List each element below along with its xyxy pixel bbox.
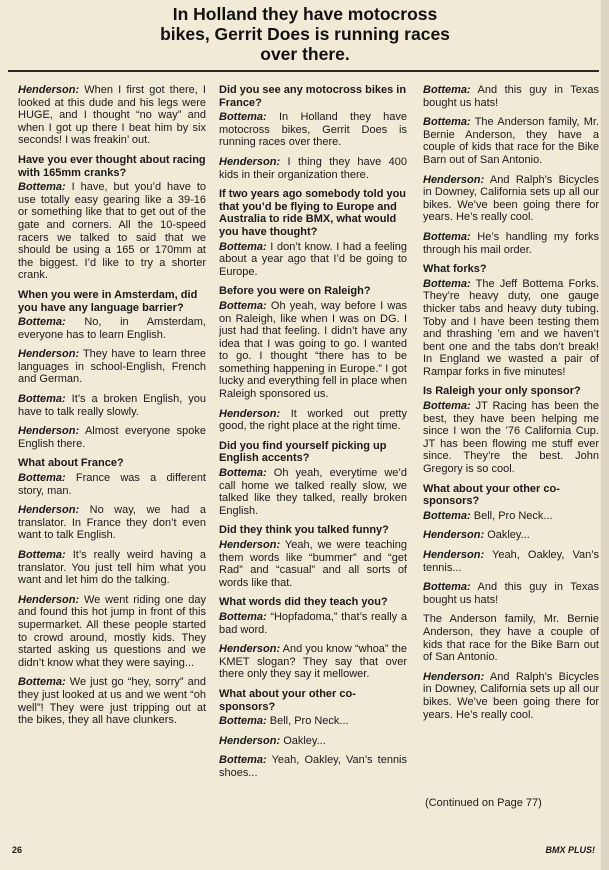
answer-text: In Holland they have motocross bikes, Gerrit Does is running races over there. [219, 111, 407, 149]
page-number: 26 [12, 845, 23, 855]
speaker-name: Bottema: [219, 299, 267, 312]
answer-text: JT Racing has been the best, they have been helping me since I won the ’76 California Cup. JT has been flowing me stuff ever since. They’re the best. John Gregory is so cool. [423, 400, 599, 476]
speaker-name: Henderson: [18, 425, 80, 438]
answer-text: And Ralph’s Bicycles in Downey, California sets up all our bikes. We’ve been going there for years. He’s really cool. [423, 173, 599, 224]
interview-answer [423, 116, 599, 166]
interview-answer [18, 393, 206, 418]
speaker-name: Henderson: [219, 155, 281, 168]
answer-text: He’s handling my forks through his mail order. [423, 230, 599, 256]
interview-question: When you were in Amsterdam, did you have any language barrier? [18, 288, 198, 314]
answer-text: It’s a broken English, you have to talk really slowly. [18, 393, 206, 418]
interview-answer [423, 671, 599, 721]
answer-text: And you know “whoa” the KMET slogan? They say that over there only they say it mellower. [219, 643, 407, 681]
speaker-name: Henderson: [219, 407, 281, 420]
speaker-name: Bottema: [423, 581, 471, 594]
interview-question: Have you ever thought about racing with 165mm cranks? [18, 153, 206, 179]
interview-question: Is Raleigh your only sponsor? [423, 385, 581, 398]
continued-note: (Continued on Page 77) [425, 797, 542, 809]
interview-question: If two years ago somebody told you that you’d be flying to Europe and Australia to ride BMX, what would you have thought? [219, 188, 407, 238]
answer-text: I don’t know. I had a feeling about a year ago that I’d be going to Europe. [219, 240, 407, 278]
speaker-name: Bottema: [423, 277, 471, 290]
answer-text: Almost everyone spoke English there. [18, 425, 206, 450]
speaker-name: Henderson: [18, 593, 80, 606]
answer-text: France was a different story, man. [18, 472, 206, 497]
interview-answer [18, 472, 206, 497]
interview-answer [18, 676, 206, 726]
interview-answer [423, 231, 599, 256]
answer-text: Oakley... [283, 734, 326, 747]
page-edge [601, 0, 609, 870]
interview-answer [18, 181, 206, 282]
answer-text: The Jeff Bottema Forks. They’re heavy duty, one gauge thicker tabs and heavy duty tubing. Toby and I have been testing them and thrashing ’em and we haven’t bent one and the tabs don’t break! In England we wasted a pair of Rampar forks in five minutes! [423, 277, 599, 378]
answer-text: Yeah, Oakley, Van’s tennis shoes... [219, 754, 407, 779]
answer-text: They have to learn three languages in school-English, French and German. [18, 348, 206, 386]
answer-text: Yeah, Oakley, Van’s tennis... [423, 549, 599, 574]
answer-text: When I first got there, I looked at this dude and his legs were HUGE, and I thought “no way” and when I got up there I beat him by six seconds! I was freakin’ out. [18, 84, 206, 147]
answer-text: We just go “hey, sorry” and they just looked at us and we went “oh well”! They were just tripping out at the bikes, they all have clunkers. [18, 676, 206, 727]
speaker-name: Bottema: [219, 467, 267, 480]
answer-text: Yeah, we were teaching them words like “bummer” and “get Rad” and “casual” and all sorts of words like that. [219, 539, 407, 589]
answer-text: It worked out pretty good, the right place at the right time. [219, 407, 407, 433]
answer-text: Bell, Pro Neck... [473, 509, 553, 522]
speaker-name: Henderson: [219, 643, 281, 656]
interview-answer [219, 643, 407, 681]
interview-answer [219, 156, 407, 181]
answer-text: The Anderson family, Mr. Bernie Anderson, they have a couple of kids that race for the Bike Barn out of San Antonio. [423, 116, 599, 166]
speaker-name: Bottema: [423, 400, 471, 413]
interview-answer [219, 241, 407, 279]
answer-text: No, in Amsterdam, everyone has to learn English. [18, 316, 206, 341]
speaker-name: Bottema: [18, 393, 66, 406]
interview-answer [219, 111, 407, 149]
speaker-name: Henderson: [423, 529, 485, 542]
speaker-name: Bottema: [18, 181, 66, 194]
interview-answer [423, 278, 599, 379]
answer-text: Oakley... [487, 529, 530, 542]
speaker-name: Bottema: [18, 549, 66, 561]
speaker-name: Henderson: [423, 173, 485, 186]
text-column-2 [219, 84, 407, 824]
answer-text: Oh yeah, everytime we’d call home we talked really slow, we talked like they talked, really broken English. [219, 467, 407, 517]
interview-question: What about your other co-sponsors? [423, 482, 560, 508]
interview-answer [423, 84, 599, 109]
interview-question: Did you find yourself picking up English accents? [219, 439, 387, 465]
answer-text: Oh yeah, way before I was on Raleigh, like when I was on DG. I just had that feeling. I didn’t have any idea that I was going to go. I wanted to go. I thought “there has to be something happening in Europe.” I got lucky and everything fell in place when Raleigh sponsored us. [219, 299, 407, 401]
speaker-name: Henderson: [219, 539, 281, 551]
speaker-name: Bottema: [18, 676, 66, 689]
interview-answer [219, 715, 407, 728]
speaker-name: Henderson: [423, 549, 485, 561]
speaker-name: Bottema: [219, 715, 267, 728]
interview-question: Did you see any motocross bikes in France? [219, 84, 407, 109]
interview-answer [18, 594, 206, 670]
magazine-name: BMX PLUS! [545, 845, 595, 855]
interview-answer [423, 529, 599, 542]
speaker-name: Henderson: [423, 670, 485, 683]
interview-question: What words did they teach you? [219, 596, 388, 609]
interview-answer [423, 510, 599, 523]
interview-answer [423, 613, 599, 663]
interview-answer [219, 754, 407, 779]
answer-text: I have, but you’d have to use totally easy gearing like a 39-16 or something like that to get out of the gate and corners. All the 10-speed racers we talked to said that we should be using a 165 or 170mm at the biggest. I’d like to try a shorter crank. [18, 181, 206, 282]
interview-answer [423, 549, 599, 574]
interview-answer [219, 735, 407, 748]
answer-text: And Ralph’s Bicycles in Downey, California sets up all our bikes. We’ve been going there for years. He’s really cool. [423, 670, 599, 721]
speaker-name: Bottema: [219, 610, 267, 623]
speaker-name: Henderson: [219, 734, 281, 747]
interview-question: What about your other co-sponsors? [219, 687, 356, 713]
answer-text: We went riding one day and found this hot jump in front of this supermarket. All these people started to crowd around, mostly kids. They started asking us questions and we didn’t know what they were saying... [18, 593, 206, 669]
speaker-name: Bottema: [219, 240, 267, 253]
interview-answer [219, 300, 407, 401]
interview-answer [219, 467, 407, 517]
interview-answer [219, 408, 407, 433]
interview-answer [18, 425, 206, 450]
speaker-name: Henderson: [18, 84, 80, 96]
speaker-name: Bottema: [423, 84, 471, 96]
text-column-3 [423, 84, 599, 824]
interview-question: Before you were on Raleigh? [219, 285, 371, 298]
interview-question: Did they think you talked funny? [219, 524, 389, 537]
speaker-name: Bottema: [219, 111, 267, 124]
answer-text: And this guy in Texas bought us hats! [423, 581, 599, 606]
interview-answer [18, 84, 206, 147]
answer-text: And this guy in Texas bought us hats! [423, 84, 599, 109]
answer-text: I thing they have 400 kids in their organization there. [219, 155, 407, 181]
answer-text: The Anderson family, Mr. Bernie Anderson, they have a couple of kids that race for the Bike Barn out of San Antonio. [423, 613, 599, 664]
speaker-name: Bottema: [423, 509, 471, 522]
answer-text: Bell, Pro Neck... [269, 715, 349, 728]
header-rule [8, 70, 599, 72]
answer-text: No way, we had a translator. In France they don’t even want to talk English. [18, 504, 206, 542]
interview-answer [219, 539, 407, 589]
interview-answer [18, 348, 206, 386]
interview-answer [18, 316, 206, 341]
speaker-name: Bottema: [423, 116, 471, 129]
interview-answer [423, 581, 599, 606]
speaker-name: Henderson: [18, 348, 80, 361]
interview-answer [18, 504, 206, 542]
text-column-1 [18, 84, 206, 824]
interview-answer [423, 400, 599, 476]
answer-text: It’s really weird having a translator. You just tell him what you want and let him do the talking. [18, 549, 206, 587]
speaker-name: Henderson: [18, 504, 80, 517]
speaker-name: Bottema: [219, 754, 267, 767]
speaker-name: Bottema: [18, 472, 66, 485]
answer-text: “Hopfadoma,” that’s really a bad word. [219, 610, 407, 636]
speaker-name: Bottema: [423, 230, 471, 243]
interview-answer [219, 611, 407, 636]
interview-question: What forks? [423, 263, 487, 276]
interview-answer [423, 174, 599, 224]
pull-quote: In Holland they have motocross bikes, Gerrit Does is running races over there. [160, 4, 450, 64]
interview-question: What about France? [18, 457, 124, 470]
interview-answer [18, 549, 206, 587]
speaker-name: Bottema: [18, 316, 66, 329]
